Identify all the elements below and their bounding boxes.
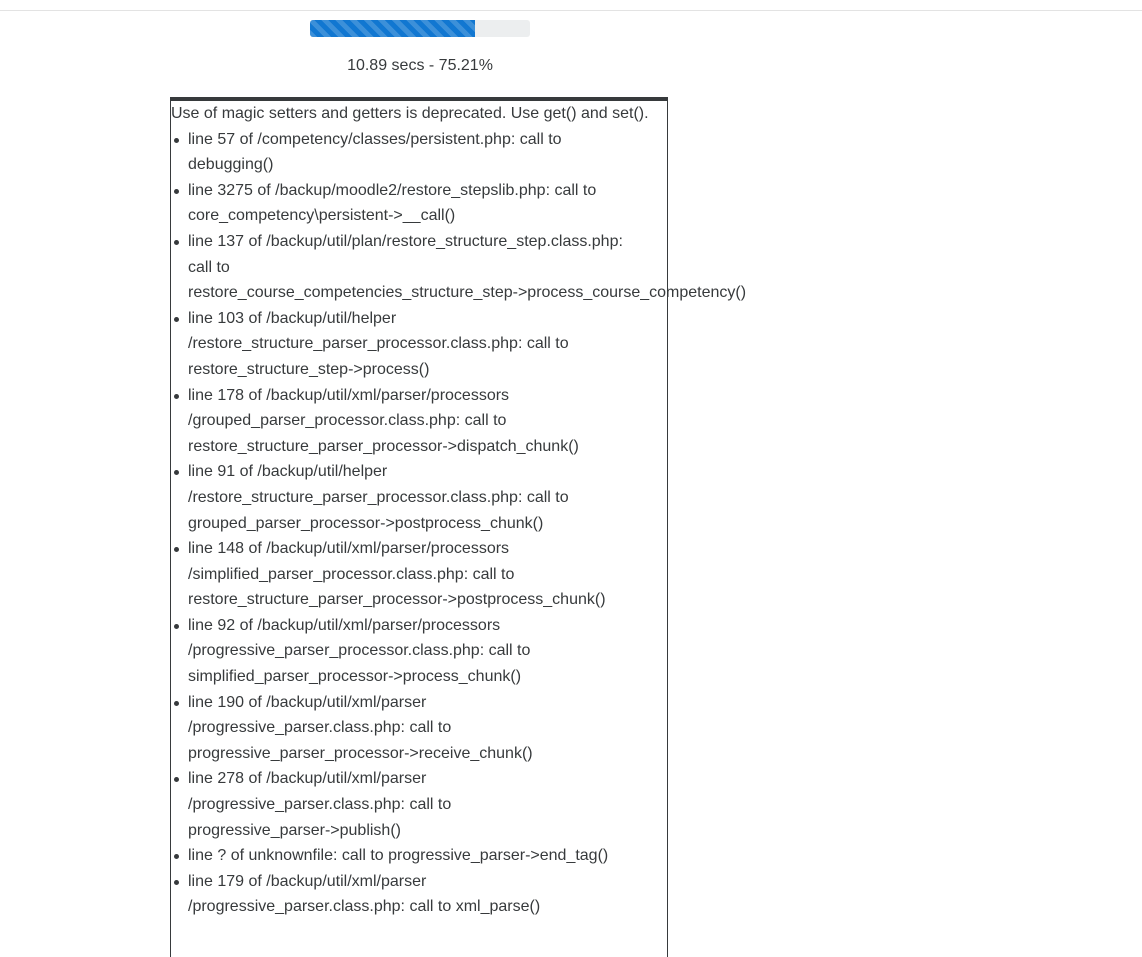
stack-trace-item: line 179 of /backup/util/xml/parser /progressive_parser.class.php: call to xml_parse() <box>171 869 667 920</box>
stack-trace-item: line 92 of /backup/util/xml/parser/processors /progressive_parser_processor.class.php: call to simplified_parser_processor->process_chunk() <box>171 613 667 690</box>
stack-trace-item: line 190 of /backup/util/xml/parser /progressive_parser.class.php: call to progressive_parser_processor->receive_chunk() <box>171 690 667 767</box>
progress-bar-fill <box>310 20 475 37</box>
progress-status-text: 10.89 secs - 75.21% <box>347 57 493 74</box>
stack-trace-item: line 103 of /backup/util/helper /restore_structure_parser_processor.class.php: call to restore_structure_step->process() <box>171 306 667 383</box>
stack-trace-item: line 57 of /competency/classes/persistent.php: call to debugging() <box>171 127 667 178</box>
top-divider <box>0 10 1142 11</box>
stack-trace-item: line 3275 of /backup/moodle2/restore_stepslib.php: call to core_competency\persistent->__call() <box>171 178 667 229</box>
debugging-notice <box>170 97 747 957</box>
stack-trace-list <box>171 127 747 920</box>
debug-message: Use of magic setters and getters is deprecated. Use get() and set(). <box>171 105 649 122</box>
stack-trace-item: line 91 of /backup/util/helper /restore_structure_parser_processor.class.php: call to grouped_parser_processor->postprocess_chunk() <box>171 459 667 536</box>
stack-trace-item: line 137 of /backup/util/plan/restore_structure_step.class.php: call to restore_course_competencies_structure_step->process_course_competency() <box>171 229 797 306</box>
stack-trace-item: line 178 of /backup/util/xml/parser/processors /grouped_parser_processor.class.php: call to restore_structure_parser_processor->dispatch_chunk() <box>171 383 667 460</box>
stack-trace-item: line 148 of /backup/util/xml/parser/processors /simplified_parser_processor.class.php: call to restore_structure_parser_processor->postprocess_chunk() <box>171 536 667 613</box>
stack-trace-item: line 278 of /backup/util/xml/parser /progressive_parser.class.php: call to progressive_parser->publish() <box>171 766 667 843</box>
progress-bar <box>310 20 530 37</box>
stack-trace-item: line ? of unknownfile: call to progressive_parser->end_tag() <box>171 843 667 869</box>
